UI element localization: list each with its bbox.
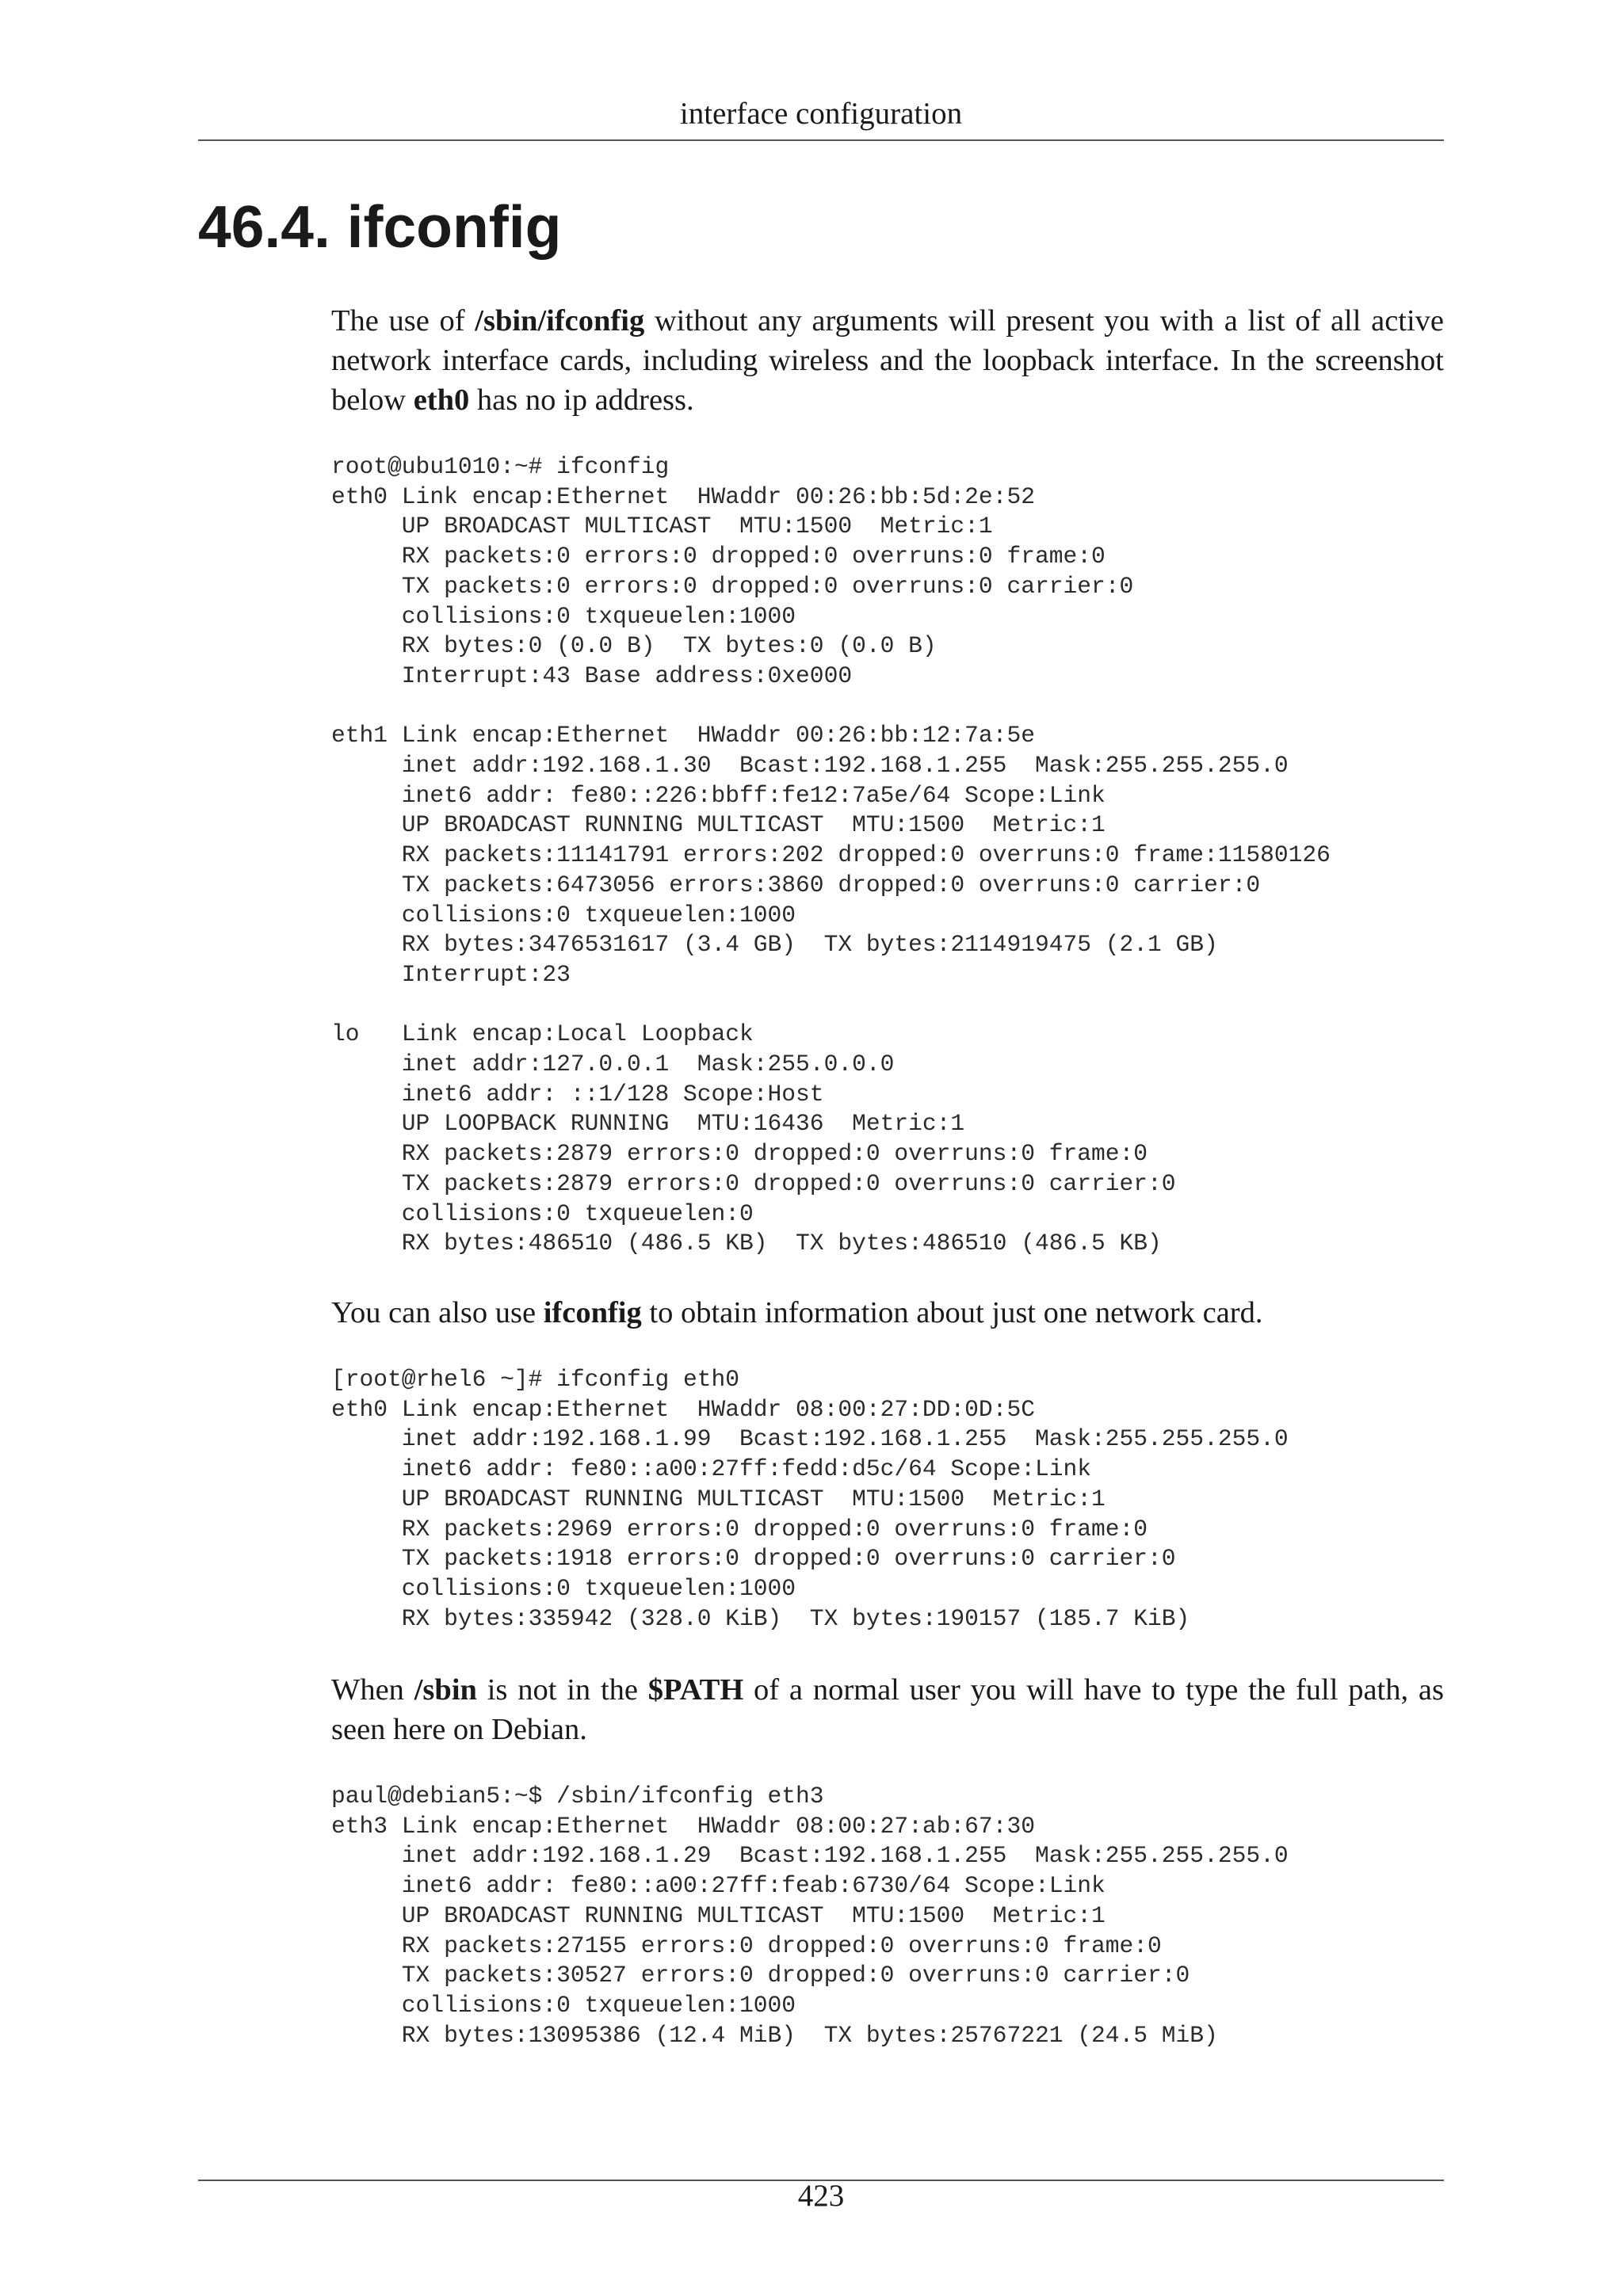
full-path-text-2: is not in the [476,1673,648,1707]
code-block-ifconfig-eth3: paul@debian5:~$ /sbin/ifconfig eth3 eth3 Link encap:Ethernet HWaddr 08:00:27:ab:67:30 inet addr:192.168.1.29 Bcast:192.168.1.255 Mask:255.255.255.0 inet6 addr: fe80::a00:27ff:feab:6730/64 Scope:Link UP BROADCAST RUNNING MULTICAST MTU:1500 Metric:1 RX packets:27155 errors:0 dropped:0 overruns:0 frame:0 TX packets:30527 errors:0 dropped:0 overruns:0 carrier:0 collisions:0 txqueuelen:1000 RX bytes:13095386 (12.4 MiB) TX bytes:25767221 (24.5 MiB) [331,1783,1289,2049]
intro-bold-eth0: eth0 [413,383,470,417]
full-path-paragraph [331,1670,1444,1749]
section-title: 46.4. ifconfig [198,193,562,260]
intro-bold-ifconfig-path: /sbin/ifconfig [475,304,645,338]
single-card-text-2: to obtain information about just one network card. [641,1296,1263,1329]
page-number: 423 [797,2179,845,2213]
intro-text-1: The use of [331,304,475,338]
intro-text-2: without any arguments will present you with a list of all active network interface cards, including wireless and the loopback interface. In the screenshot below [331,304,1445,417]
single-card-bold-ifconfig: ifconfig [543,1296,642,1329]
header-rule [198,139,1444,141]
code-block-ifconfig-all: root@ubu1010:~# ifconfig eth0 Link encap:Ethernet HWaddr 00:26:bb:5d:2e:52 UP BROADCAST MULTICAST MTU:1500 Metric:1 RX packets:0 errors:0 dropped:0 overruns:0 frame:0 TX packets:0 errors:0 dropped:0 overruns:0 carrier:0 collisions:0 txqueuelen:1000 RX bytes:0 (0.0 B) TX bytes:0 (0.0 B) Interrupt:43 Base address:0xe000 eth1 Link encap:Ethernet HWaddr 00:26:bb:12:7a:5e inet addr:192.168.1.30 Bcast:192.168.1.255 Mask:255.255.255.0 inet6 addr: fe80::226:bbff:fe12:7a5e/64 Scope:Link UP BROADCAST RUNNING MULTICAST MTU:1500 Metric:1 RX packets:11141791 errors:202 dropped:0 overruns:0 frame:11580126 TX packets:6473056 errors:3860 dropped:0 overruns:0 carrier:0 collisions:0 txqueuelen:1000 RX bytes:3476531617 (3.4 GB) TX bytes:2114919475 (2.1 GB) Interrupt:23 lo Link encap:Local Loopback inet addr:127.0.0.1 Mask:255.0.0.0 inet6 addr: ::1/128 Scope:Host UP LOOPBACK RUNNING MTU:16436 Metric:1 RX packets:2879 errors:0 dropped:0 overruns:0 frame:0 TX packets:2879 errors:0 dropped:0 overruns:0 carrier:0 collisions:0 txqueuelen:0 RX bytes:486510 (486.5 KB) TX bytes:486510 (486.5 KB) [331,453,1331,1257]
single-card-paragraph [331,1293,1444,1333]
full-path-bold-sbin: /sbin [414,1673,477,1707]
intro-text-3: has no ip address. [469,383,694,417]
single-card-text-1: You can also use [331,1296,544,1329]
full-path-text-1: When [331,1673,414,1707]
full-path-text-3: of a normal user you will have to type the full path, as seen here on Debian. [331,1673,1444,1746]
intro-paragraph [331,301,1444,420]
full-path-bold-path-var: $PATH [647,1673,744,1707]
running-header: interface configuration [679,97,963,131]
code-block-ifconfig-eth0: [root@rhel6 ~]# ifconfig eth0 eth0 Link encap:Ethernet HWaddr 08:00:27:DD:0D:5C inet addr:192.168.1.99 Bcast:192.168.1.255 Mask:255.255.255.0 inet6 addr: fe80::a00:27ff:fedd:d5c/64 Scope:Link UP BROADCAST RUNNING MULTICAST MTU:1500 Metric:1 RX packets:2969 errors:0 dropped:0 overruns:0 frame:0 TX packets:1918 errors:0 dropped:0 overruns:0 carrier:0 collisions:0 txqueuelen:1000 RX bytes:335942 (328.0 KiB) TX bytes:190157 (185.7 KiB) [331,1366,1289,1632]
